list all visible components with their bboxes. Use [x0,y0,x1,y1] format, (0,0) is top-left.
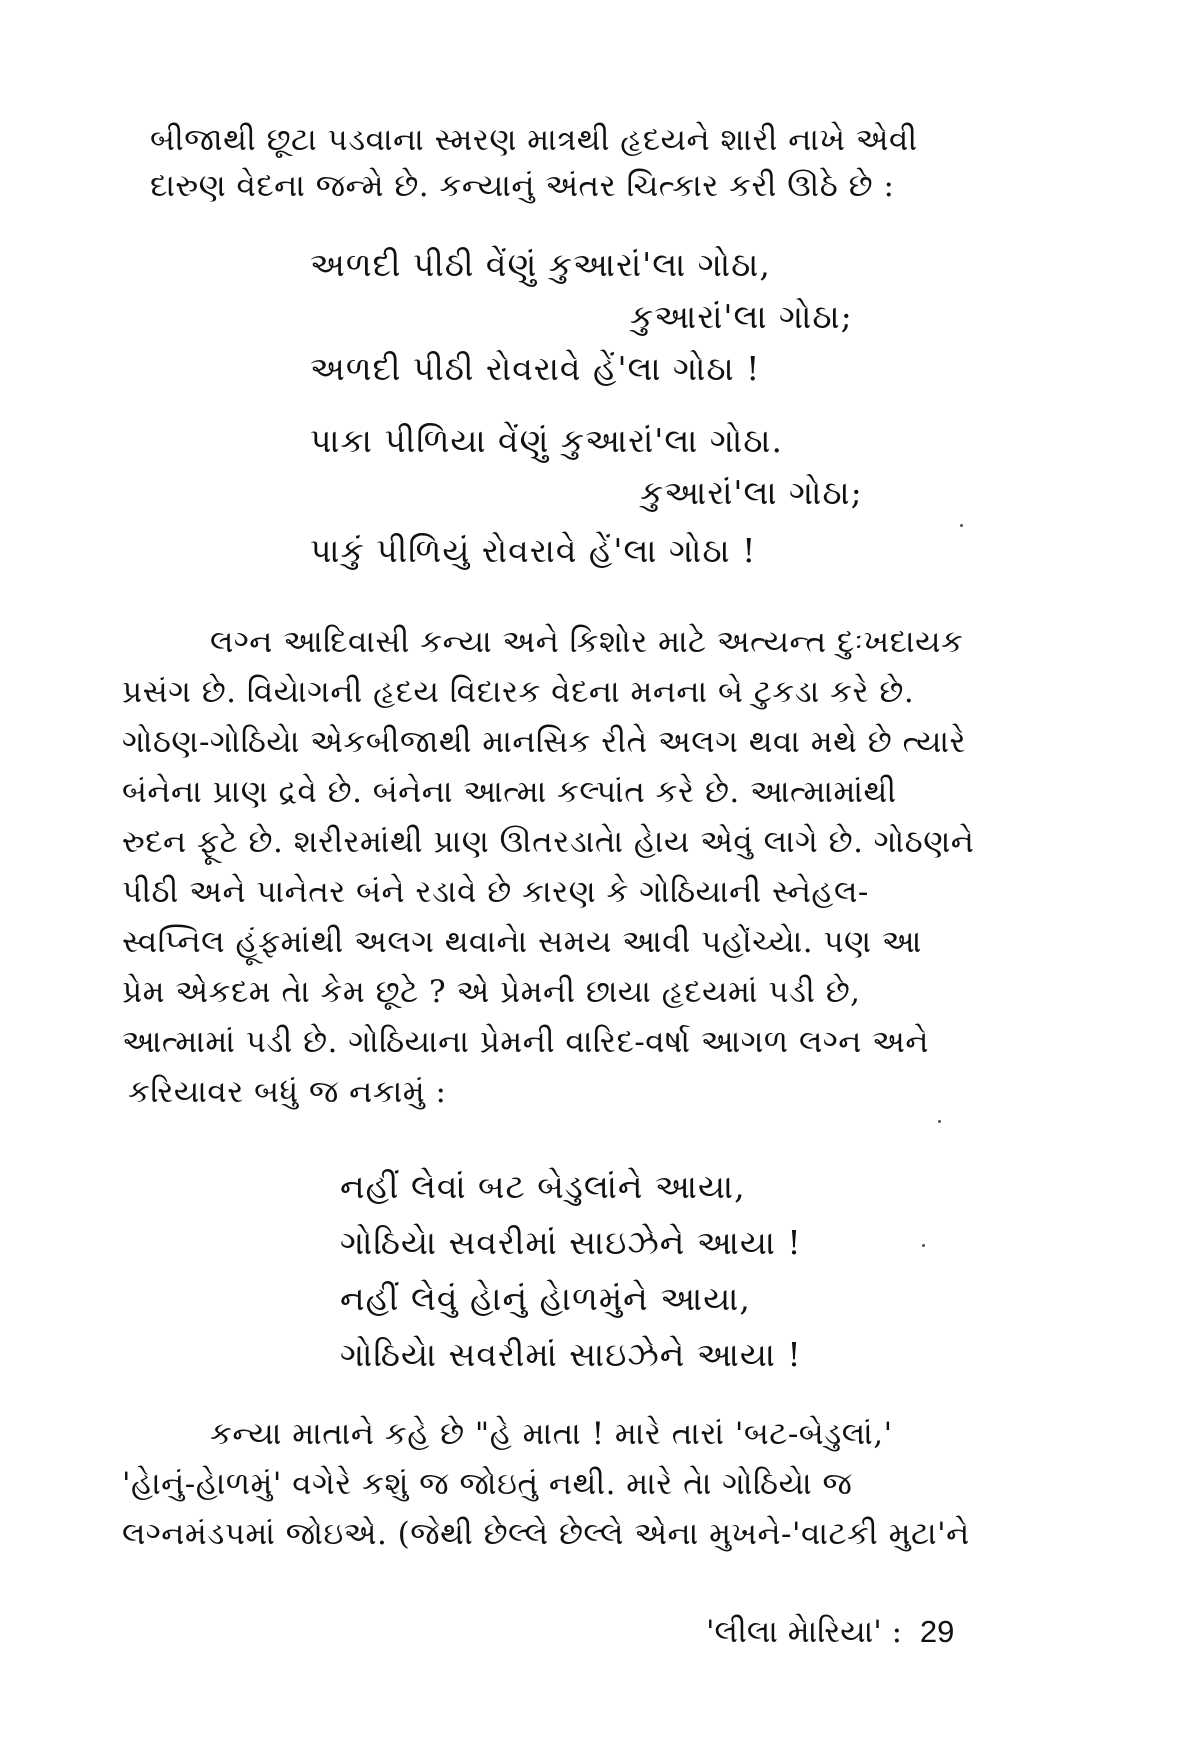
verse-line: પાકા પીળિયા વેંણું કુઆરાં'લા ગોઠા. [310,421,783,460]
paragraph-line: લગ્નમંડપમાં જોઇએ. (જેથી છેલ્લે છેલ્લે એના મુખને-'વાટકી મુટા'ને [122,1516,970,1552]
paragraph-line: 'હેાનું-હેાળમું' વગેરે કશું જ જોઇતું નથી. મારે તેા ગોઠિયેા જ [122,1466,853,1502]
paragraph-line: પીઠી અને પાનેતર બંને રડાવે છે કારણ કે ગોઠિયાની સ્નેહલ- [122,874,869,910]
paragraph-line: કરિયાવર બધું જ નકામું : [128,1074,447,1110]
page-footer [706,1612,954,1652]
paragraph-line: દારુણ વેદના જન્મે છે. કન્યાનું અંતર ચિત્કાર કરી ઊઠે છે : [150,168,895,204]
paragraph-line: બંનેના પ્રાણ દ્રવે છે. બંનેના આત્મા કલ્પાંત કરે છે. આત્મામાંથી [122,774,897,810]
paragraph-line: રુદન ફૂટે છે. શરીરમાંથી પ્રાણ ઊતરડાતેા હેાય એવું લાગે છે. ગોઠણને [122,824,975,860]
verse-line: નહીં લેવાં બટ બેડુલાંને આયા, [340,1167,746,1206]
page-number: 29 [919,1614,955,1649]
print-speck [922,1244,925,1247]
print-speck [960,524,963,527]
paragraph-line: સ્વપ્નિલ હૂંફમાંથી અલગ થવાનેા સમય આવી પહોંચ્યેા. પણ આ [122,924,922,960]
verse-line: અળદી પીઠી રોવરાવે હેં'લા ગોઠા ! [310,349,761,388]
paragraph-line: પ્રસંગ છે. વિયેાગની હૃદય વિદારક વેદના મનના બે ટુકડા કરે છે. [122,674,915,710]
paragraph-line: ગોઠણ-ગોઠિયેા એકબીજાથી માનસિક રીતે અલગ થવા મથે છે ત્યારે [122,724,967,760]
verse-line: ગોઠિયેા સવરીમાં સાઇઝેને આયા ! [340,1223,802,1262]
verse-line: ગોઠિયેા સવરીમાં સાઇઝેને આયા ! [340,1335,802,1374]
paragraph-line: કન્યા માતાને કહે છે "હે માતા ! મારે તારાં 'બટ-બેડુલાં,' [210,1416,893,1452]
verse-line: કુઆરાં'લા ગોઠા; [630,297,853,336]
verse-line: અળદી પીઠી વેંણું કુઆરાં'લા ગોઠા, [310,245,771,284]
paragraph-line: બીજાથી છૂટા પડવાના સ્મરણ માત્રથી હૃદયને શારી નાખે એવી [150,122,918,158]
running-title: 'લીલા મેારિયા' : [706,1614,903,1650]
verse-line: નહીં લેવું હેાનું હેાળમુંને આયા, [340,1279,751,1318]
verse-line: કુઆરાં'લા ગોઠા; [640,473,863,512]
paragraph-line: લગ્ન આદિવાસી કન્યા અને કિશોર માટે અત્યન્ત દુઃખદાયક [210,624,964,660]
paragraph-line: આત્મામાં પડી છે. ગોઠિયાના પ્રેમની વારિદ-વર્ષા આગળ લગ્ન અને [122,1024,929,1060]
paragraph-line: પ્રેમ એકદમ તેા કેમ છૂટે ? એ પ્રેમની છાયા હૃદયમાં પડી છે, [122,974,861,1010]
verse-line: પાકું પીળિયું રોવરાવે હેં'લા ગોઠા ! [310,531,757,570]
print-speck [938,1120,941,1123]
